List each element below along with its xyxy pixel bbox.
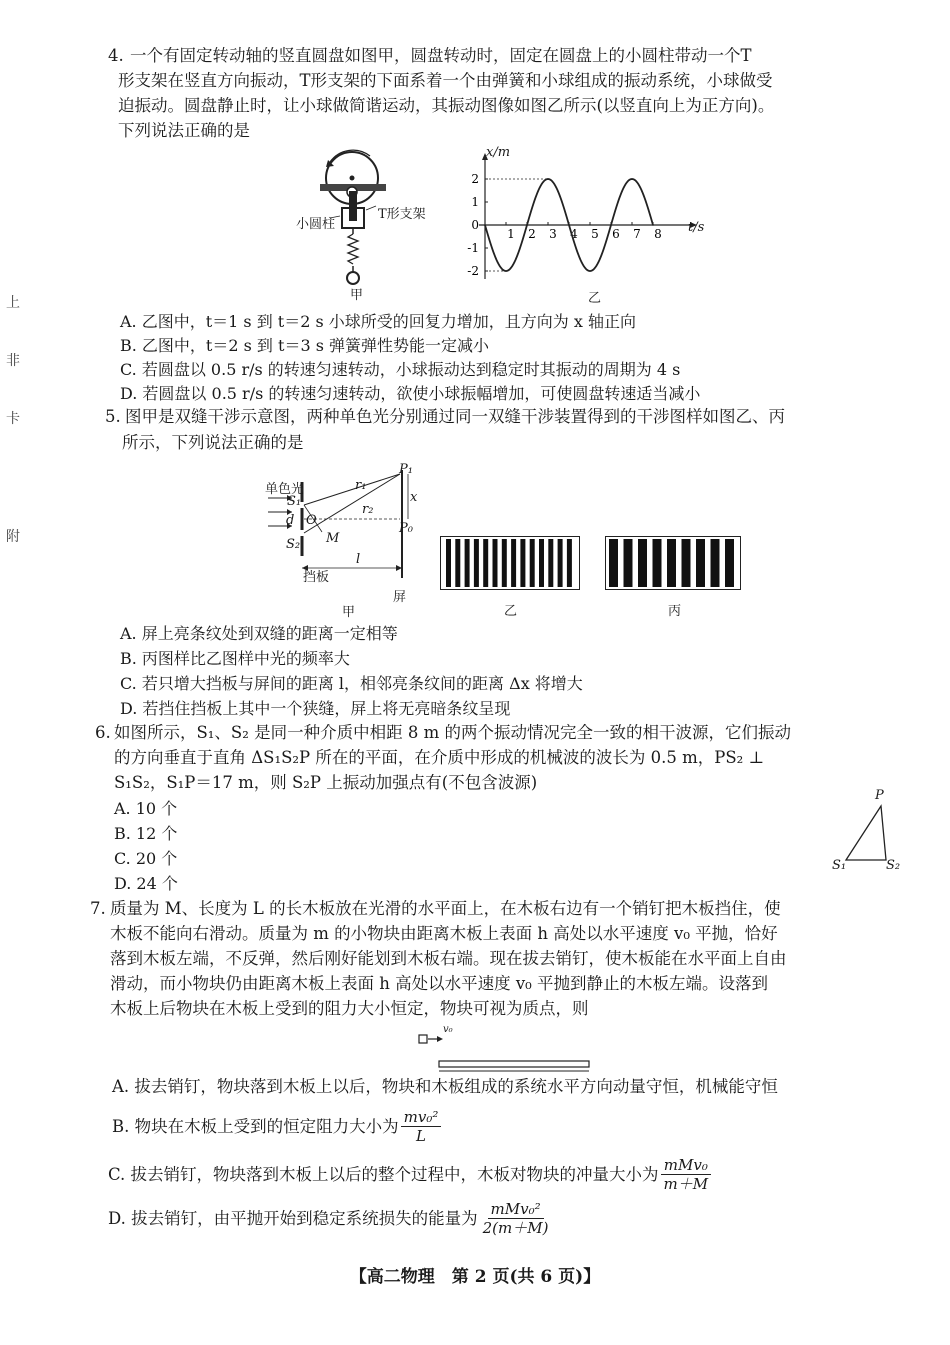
q4-label-cylinder: 小圆柱 <box>296 217 336 232</box>
q4-chart-y-tick: 0 <box>471 218 479 232</box>
fringe-c-dark-band <box>696 539 705 587</box>
q5-label-d: d <box>286 513 295 528</box>
fringe-b-dark-band <box>455 539 460 587</box>
q5-label-s1: S₁ <box>287 494 302 509</box>
q4-chart-x-tick: 8 <box>654 227 662 241</box>
side-mark-1: 上 <box>6 295 20 311</box>
q7-option-d-denominator: 2(m＋M) <box>482 1219 549 1237</box>
q4-chart-x-tick: 1 <box>507 227 515 241</box>
fringe-b-dark-band <box>520 539 525 587</box>
q5-label-p0: P₀ <box>399 521 413 536</box>
fringe-b-dark-band <box>465 539 470 587</box>
q4-line-3: 迫振动。圆盘静止时，让小球做简谐运动，其振动图像如图乙所示(以竖直向上为正方向)。 <box>118 96 775 115</box>
q4-chart-x-tick: 2 <box>528 227 536 241</box>
fringe-c-dark-band <box>624 539 633 587</box>
q4-chart-point <box>568 224 570 226</box>
q4-number: 4. <box>108 46 124 65</box>
q7-line-1: 质量为 M、长度为 L 的长木板放在光滑的水平面上，在木板右边有一个销钉把木板挡住，使 <box>110 899 781 918</box>
q4-chart-point <box>652 224 654 226</box>
q7-number: 7. <box>90 899 106 918</box>
q7-option-d-fraction <box>480 1200 552 1237</box>
q6-line-2: 的方向垂直于直角 ΔS₁S₂P 所在的平面，在介质中形成的机械波的波长为 0.5 m，PS₂ ⊥ <box>114 748 765 767</box>
q4-line-2: 形支架在竖直方向振动，T形支架的下面系着一个由弹簧和小球组成的振动系统，小球做受 <box>118 71 773 90</box>
q5-caption-b: 乙 <box>504 604 518 619</box>
q4-chart-point <box>526 224 528 226</box>
q5-label-p1: P₁ <box>399 462 413 477</box>
q5-label-plate: 挡板 <box>303 570 330 585</box>
q5-label-m: M <box>326 531 340 546</box>
q7-option-c <box>108 1156 711 1193</box>
fringe-c-dark-band <box>711 539 720 587</box>
q5-option-a: A. 屏上亮条纹处到双缝的距离一定相等 <box>120 624 398 643</box>
q7-option-b-denominator: L <box>416 1127 426 1145</box>
q7-option-d-text: D. 拔去销钉，由平抛开始到稳定系统损失的能量为 <box>108 1209 478 1228</box>
fringe-b-dark-band <box>567 539 572 587</box>
q7-option-d <box>108 1200 551 1237</box>
q7-line-5: 木板上后物块在木板上受到的阻力大小恒定，物块可视为质点，则 <box>110 999 589 1018</box>
q7-option-c-fraction <box>661 1156 712 1193</box>
q6-line-3: S₁S₂，S₁P＝17 m，则 S₂P 上振动加强点有(不包含波源) <box>114 773 538 792</box>
q4-chart-x-tick: 4 <box>570 227 578 241</box>
q4-line-4: 下列说法正确的是 <box>118 121 250 140</box>
q6-option-d: D. 24 个 <box>114 874 178 893</box>
q7-label-v0: v₀ <box>443 1024 453 1035</box>
q5-label-o: O <box>306 513 317 528</box>
q4-line-1: 一个有固定转动轴的竖直圆盘如图甲，圆盘转动时，固定在圆盘上的小圆柱带动一个T <box>130 46 752 65</box>
q4-option-b: B. 乙图中，t＝2 s 到 t＝3 s 弹簧弹性势能一定减小 <box>120 336 490 355</box>
q7-option-b-fraction <box>401 1108 442 1145</box>
fringe-b-dark-band <box>530 539 535 587</box>
q4-chart <box>455 143 720 293</box>
q6-line-1: 如图所示，S₁、S₂ 是同一种介质中相距 8 m 的两个振动情况完全一致的相干波源，它们振动 <box>114 723 791 742</box>
q5-label-r1: r₁ <box>355 478 367 493</box>
fringe-b-dark-band <box>558 539 563 587</box>
fringe-c-dark-band <box>725 539 734 587</box>
q5-line-2: 所示，下列说法正确的是 <box>122 433 304 452</box>
q4-label-frame: T形支架 <box>378 207 426 222</box>
q7-option-c-numerator: mMv₀ <box>661 1156 711 1175</box>
fringe-c-dark-band <box>638 539 647 587</box>
fringe-c-dark-band <box>609 539 618 587</box>
q7-line-3: 落到木板左端，不反弹，然后刚好能划到木板右端。现在拔去销钉，使木板能在水平面上自由 <box>110 949 787 968</box>
q5-option-b: B. 丙图样比乙图样中光的频率大 <box>120 649 350 668</box>
q5-line-1: 图甲是双缝干涉示意图，两种单色光分别通过同一双缝干涉装置得到的干涉图样如图乙、丙 <box>125 407 785 426</box>
q5-label-x: x <box>410 490 418 505</box>
q7-option-b <box>112 1108 441 1145</box>
fringe-b-dark-band <box>539 539 544 587</box>
q7-option-b-numerator: mv₀² <box>401 1108 442 1127</box>
q6-label-s2: S₂ <box>886 858 901 873</box>
fringe-b-dark-band <box>502 539 507 587</box>
q7-option-b-text: B. 物块在木板上受到的恒定阻力大小为 <box>112 1117 399 1136</box>
q6-option-b: B. 12 个 <box>114 824 178 843</box>
q4-chart-y-tick: -2 <box>467 264 479 278</box>
q7-option-c-denominator: m＋M <box>663 1175 709 1193</box>
q4-chart-point <box>589 270 591 272</box>
q6-option-c: C. 20 个 <box>114 849 178 868</box>
q5-option-c: C. 若只增大挡板与屏间的距离 l，相邻亮条纹间的距离 Δx 将增大 <box>120 674 583 693</box>
fringe-b-dark-band <box>446 539 451 587</box>
side-mark-4: 附 <box>6 529 20 545</box>
fringe-b-dark-band <box>511 539 516 587</box>
q5-figure-fringes-c <box>605 536 741 590</box>
fringe-b-dark-band <box>548 539 553 587</box>
side-mark-2: 非 <box>6 353 20 369</box>
q4-chart-x-tick: 5 <box>591 227 599 241</box>
fringe-b-dark-band <box>493 539 498 587</box>
q4-chart-x-tick: 3 <box>549 227 557 241</box>
q4-chart-xlabel: t/s <box>688 220 705 235</box>
q6-label-p: P <box>875 788 884 803</box>
q4-chart-y-tick: 1 <box>471 195 479 209</box>
page-footer: 【高二物理 第 2 页(共 6 页)】 <box>349 1267 601 1287</box>
q6-figure-triangle <box>838 800 898 866</box>
q5-label-s2: S₂ <box>286 537 301 552</box>
q4-chart-point <box>547 178 549 180</box>
fringe-c-dark-band <box>682 539 691 587</box>
q5-caption-c: 丙 <box>668 604 682 619</box>
q7-line-2: 木板不能向右滑动。质量为 m 的小物块由距离木板上表面 h 高处以水平速度 v₀ 平抛，恰好 <box>110 924 778 943</box>
q5-label-screen: 屏 <box>393 590 407 605</box>
q4-chart-x-tick: 6 <box>612 227 620 241</box>
fringe-c-dark-band <box>667 539 676 587</box>
q5-number: 5. <box>105 407 121 426</box>
fringe-b-dark-band <box>483 539 488 587</box>
q4-chart-x-tick: 7 <box>633 227 641 241</box>
q4-chart-y-tick: -1 <box>467 241 479 255</box>
q7-option-c-text: C. 拔去销钉，物块落到木板上以后的整个过程中，木板对物块的冲量大小为 <box>108 1165 659 1184</box>
q4-caption-a: 甲 <box>350 288 364 303</box>
q4-chart-axes <box>479 153 697 279</box>
q4-option-d: D. 若圆盘以 0.5 r/s 的转速匀速转动，欲使小球振幅增加，可使圆盘转速适当减小 <box>120 384 701 403</box>
q7-option-d-numerator: mMv₀² <box>488 1200 544 1219</box>
q4-chart-y-tick: 2 <box>471 172 479 186</box>
q5-label-r2: r₂ <box>362 502 374 517</box>
q6-label-s1: S₁ <box>832 858 847 873</box>
q4-chart-ylabel: x/m <box>486 145 511 160</box>
q4-option-a: A. 乙图中，t＝1 s 到 t＝2 s 小球所受的回复力增加，且方向为 x 轴正向 <box>120 312 636 331</box>
q7-option-a: A. 拔去销钉，物块落到木板上以后，物块和木板组成的系统水平方向动量守恒，机械能守恒 <box>112 1077 778 1096</box>
q4-option-c: C. 若圆盘以 0.5 r/s 的转速匀速转动，小球振动达到稳定时其振动的周期为 4 s <box>120 360 681 379</box>
q4-chart-point <box>610 224 612 226</box>
q5-label-light: 单色光 <box>265 482 305 497</box>
q4-chart-point <box>631 178 633 180</box>
q4-chart-point <box>484 224 486 226</box>
fringe-b-dark-band <box>474 539 479 587</box>
q6-number: 6. <box>95 723 111 742</box>
side-mark-3: 卡 <box>6 411 20 427</box>
q4-chart-point <box>505 270 507 272</box>
q4-caption-b: 乙 <box>588 291 602 306</box>
q6-option-a: A. 10 个 <box>114 799 178 818</box>
fringe-c-dark-band <box>653 539 662 587</box>
q5-option-d: D. 若挡住挡板上其中一个狭缝，屏上将无亮暗条纹呈现 <box>120 699 511 718</box>
q5-caption-a: 甲 <box>342 605 356 620</box>
q5-label-l: l <box>356 552 361 567</box>
q7-line-4: 滑动，而小物块仍由距离木板上表面 h 高处以水平速度 v₀ 平抛到静止的木板左端。设落到 <box>110 974 769 993</box>
q7-figure-board <box>415 1028 595 1076</box>
q5-figure-fringes-b <box>440 536 580 590</box>
